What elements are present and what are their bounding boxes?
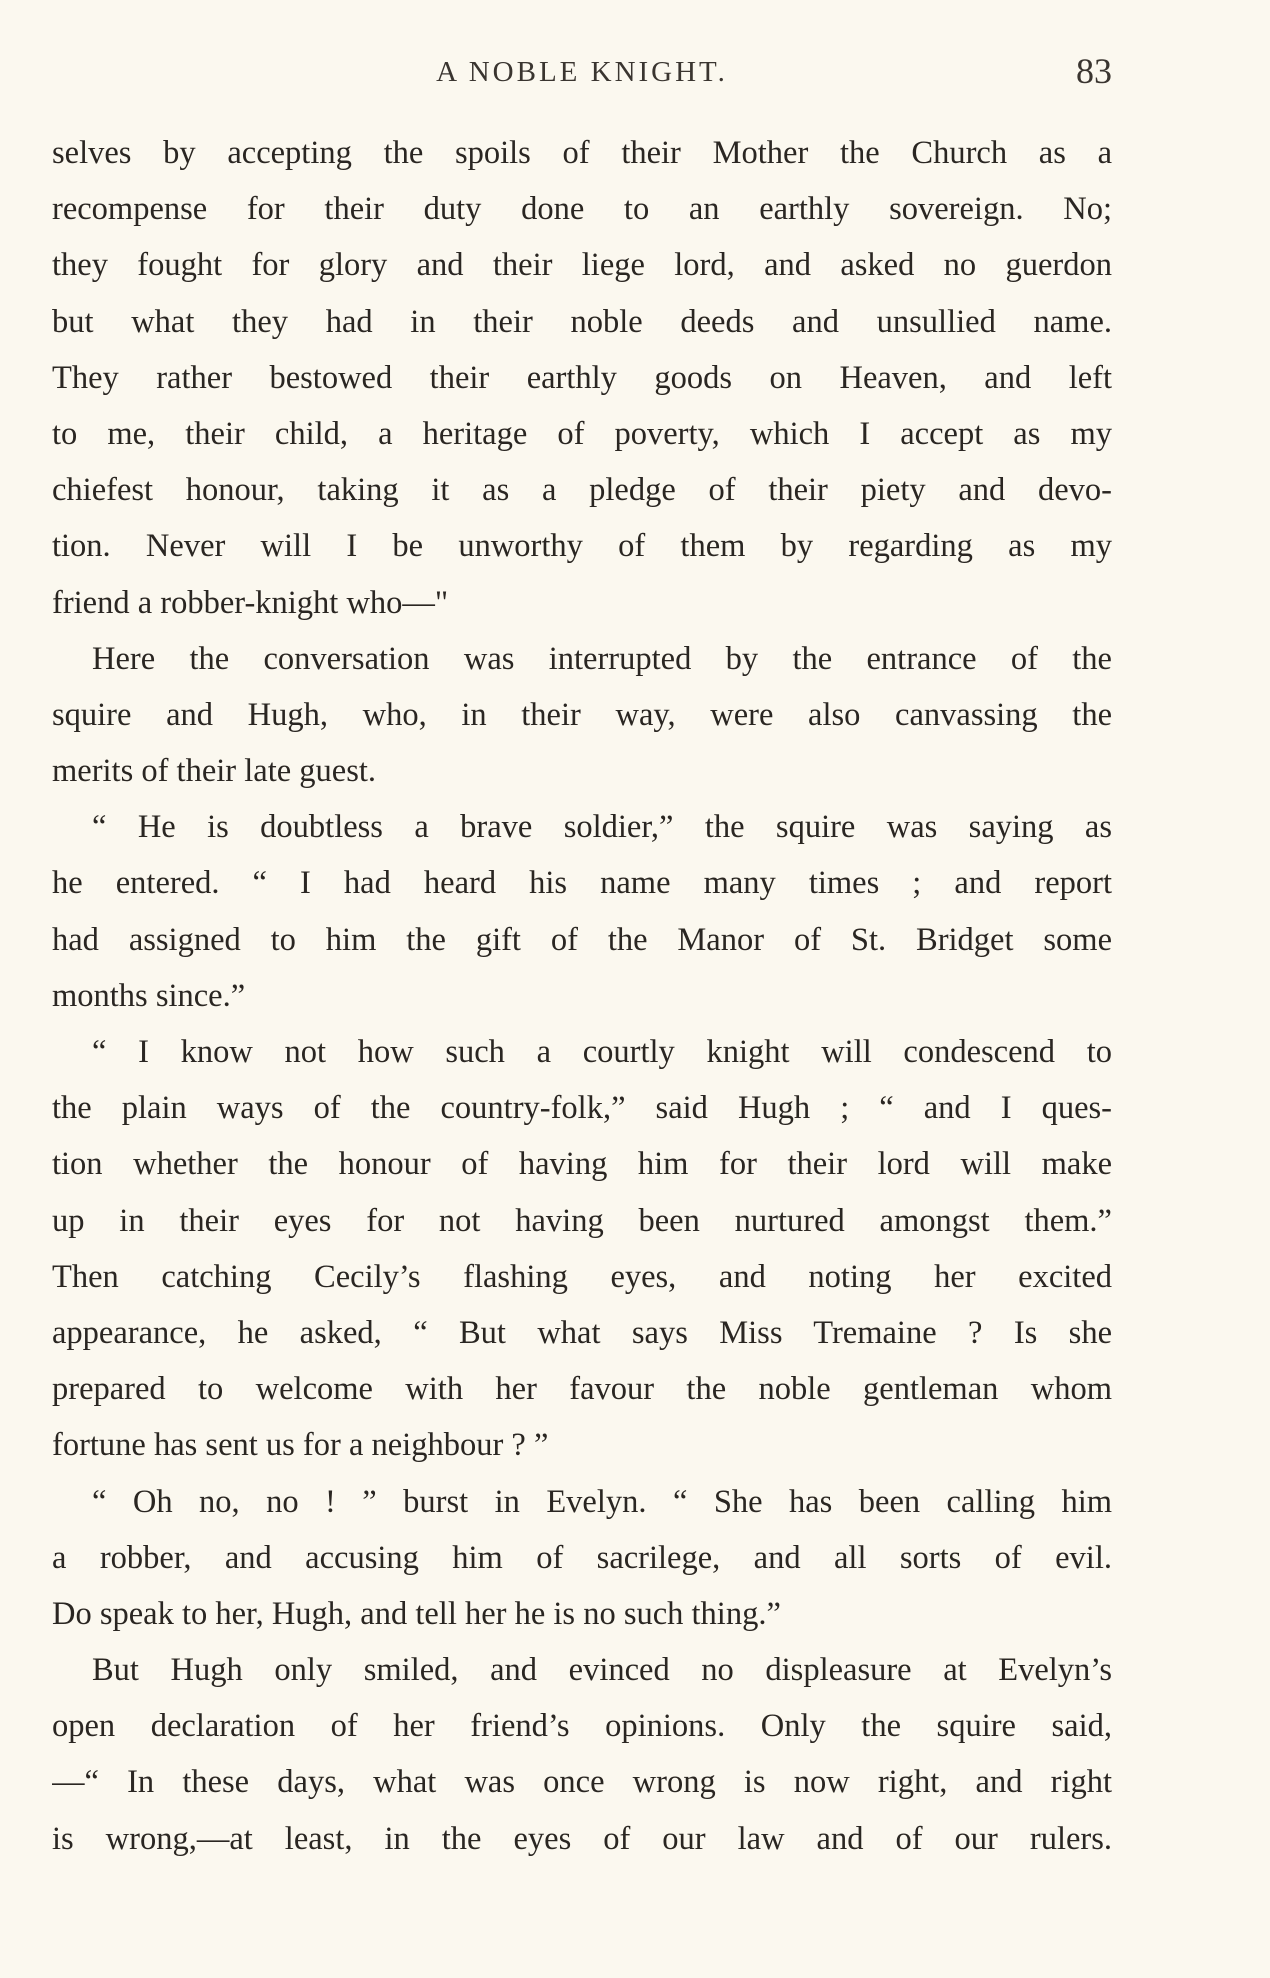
paragraph-start-line: “ Oh no, no ! ” burst in Evelyn. “ She has been calling him xyxy=(92,1483,1112,1520)
text-line: tion. Never will I be unworthy of them by regarding as my xyxy=(52,528,1112,565)
running-title: A NOBLE KNIGHT. xyxy=(436,56,728,88)
text-line: months since.” xyxy=(52,977,246,1014)
text-line: but what they had in their noble deeds and unsullied name. xyxy=(52,303,1112,340)
text-line: to me, their child, a heritage of poverty, which I accept as my xyxy=(52,415,1112,452)
text-line: They rather bestowed their earthly goods on Heaven, and left xyxy=(52,359,1112,396)
text-line: —“ In these days, what was once wrong is now right, and right xyxy=(52,1764,1112,1801)
text-line: fortune has sent us for a neighbour ? ” xyxy=(52,1427,549,1464)
text-line: Then catching Cecily’s flashing eyes, and noting her excited xyxy=(52,1258,1112,1295)
text-line: a robber, and accusing him of sacrilege, and all sorts of evil. xyxy=(52,1539,1112,1576)
text-line: is wrong,—at least, in the eyes of our law and of our rulers. xyxy=(52,1820,1112,1857)
paragraph-start-line: Here the conversation was interrupted by the entrance of the xyxy=(92,640,1112,677)
body-text xyxy=(52,125,1112,1867)
text-line: recompense for their duty done to an earthly sovereign. No; xyxy=(52,191,1112,228)
text-line: he entered. “ I had heard his name many times ; and report xyxy=(52,865,1112,902)
text-line: up in their eyes for not having been nurtured amongst them.” xyxy=(52,1202,1112,1239)
paragraph-start-line: “ He is doubtless a brave soldier,” the squire was saying as xyxy=(92,809,1112,846)
text-line: had assigned to him the gift of the Manor of St. Bridget some xyxy=(52,921,1112,958)
text-line: open declaration of her friend’s opinions. Only the squire said, xyxy=(52,1708,1112,1745)
text-line: the plain ways of the country-folk,” said Hugh ; “ and I ques- xyxy=(52,1090,1112,1127)
page-number: 83 xyxy=(1076,51,1112,91)
text-line: merits of their late guest. xyxy=(52,753,377,790)
text-line: appearance, he asked, “ But what says Miss Tremaine ? Is she xyxy=(52,1314,1112,1351)
running-head xyxy=(52,50,1112,98)
text-line: friend a robber-knight who—" xyxy=(52,584,449,621)
text-line: tion whether the honour of having him for their lord will make xyxy=(52,1146,1112,1183)
text-line: Do speak to her, Hugh, and tell her he is no such thing.” xyxy=(52,1595,781,1632)
paragraph-start-line: But Hugh only smiled, and evinced no displeasure at Evelyn’s xyxy=(92,1652,1112,1689)
text-line: selves by accepting the spoils of their Mother the Church as a xyxy=(52,135,1112,171)
text-line: chiefest honour, taking it as a pledge of their piety and devo- xyxy=(52,472,1112,509)
paragraph-start-line: “ I know not how such a courtly knight will condescend to xyxy=(92,1034,1112,1070)
text-line: prepared to welcome with her favour the noble gentleman whom xyxy=(52,1371,1112,1408)
text-line: they fought for glory and their liege lord, and asked no guerdon xyxy=(52,247,1112,284)
text-line: squire and Hugh, who, in their way, were also canvassing the xyxy=(52,696,1112,733)
